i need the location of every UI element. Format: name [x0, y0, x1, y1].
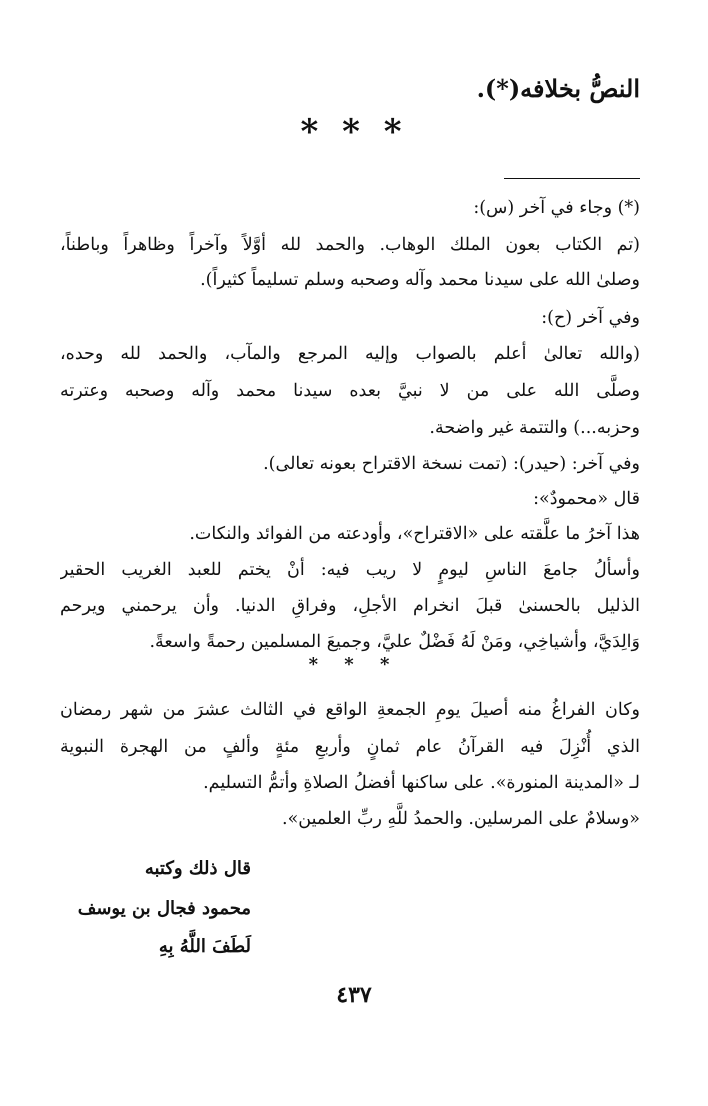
signature-prayer: لَطَفَ اللَّهُ بِهِ: [158, 936, 251, 957]
footnote-line: الذي أُنْزِلَ فيه القرآنُ عام ثمانٍ وأربعِ مئةٍ وألفٍ من الهجرة النبوية: [60, 737, 640, 757]
footnote-line: وفي آخر (ح):: [541, 308, 640, 328]
footnote-line: «وسلامٌ على المرسلين. والحمدُ للَّهِ ربِّ العلمين».: [282, 809, 640, 829]
signature-line-1: قال ذلك وكتبه: [144, 858, 251, 879]
footnote-line: (*) وجاء في آخر (س):: [473, 198, 640, 218]
footnote-line: الذليل بالحسنىٰ قبلَ انخرام الأجلِ، وفراقِ الدنيا. وأن يرحمني ويرحم: [60, 596, 640, 616]
page-number: ٤٣٧: [336, 982, 372, 1008]
footnote-rule: [504, 178, 640, 179]
footnote-line: وَالِدَيَّ، وأشياخِي، ومَنْ لَهُ فَضْلٌ عليَّ، وجميعَ المسلمين رحمةً واسعةً.: [149, 632, 640, 652]
footnote-line: لـ «المدينة المنورة». على ساكنها أفضلُ الصلاةِ وأتمُّ التسليم.: [203, 773, 640, 793]
footnote-line: وكان الفراغُ منه أصيلَ يومِ الجمعةِ الواقع في الثالث عشرَ من شهر رمضان: [60, 700, 640, 720]
footnote-line: هذا آخرُ ما علَّقته على «الاقتراح»، وأودعته من الفوائد والنكات.: [189, 524, 640, 544]
footnote-line: قال «محمودٌ»:: [533, 489, 640, 509]
footnote-line: (والله تعالىٰ أعلم بالصواب وإليه المرجع والمآب، والحمد لله وحده،: [60, 344, 640, 364]
footnote-line: وصلَّى الله على من لا نبيَّ بعده سيدنا محمد وآله وصحبه وعترته: [60, 381, 640, 401]
footnote-line: وأسألُ جامعَ الناسِ ليومٍ لا ريب فيه: أنْ يختم للعبد الغريب الحقير: [60, 560, 640, 580]
section-separator-stars: * * *: [300, 112, 408, 152]
footnote-line: وفي آخر: (حيدر): (تمت نسخة الاقتراح بعونه تعالى).: [263, 454, 640, 474]
main-text-line: النصُّ بخلافه(*).: [476, 74, 640, 103]
signature-name: محمود فجال بن يوسف: [77, 898, 251, 919]
footnote-line: وصلىٰ الله على سيدنا محمد وآله وصحبه وسلم تسليماً كثيراً).: [200, 270, 640, 290]
footnote-line: وحزبه...) والتتمة غير واضحة.: [429, 418, 640, 438]
footnote-line: (تم الكتاب بعون الملك الوهاب. والحمد لله أوَّلاً وآخراً وظاهراً وباطناً،: [60, 235, 640, 255]
footnote-separator-stars: * * *: [308, 654, 400, 675]
